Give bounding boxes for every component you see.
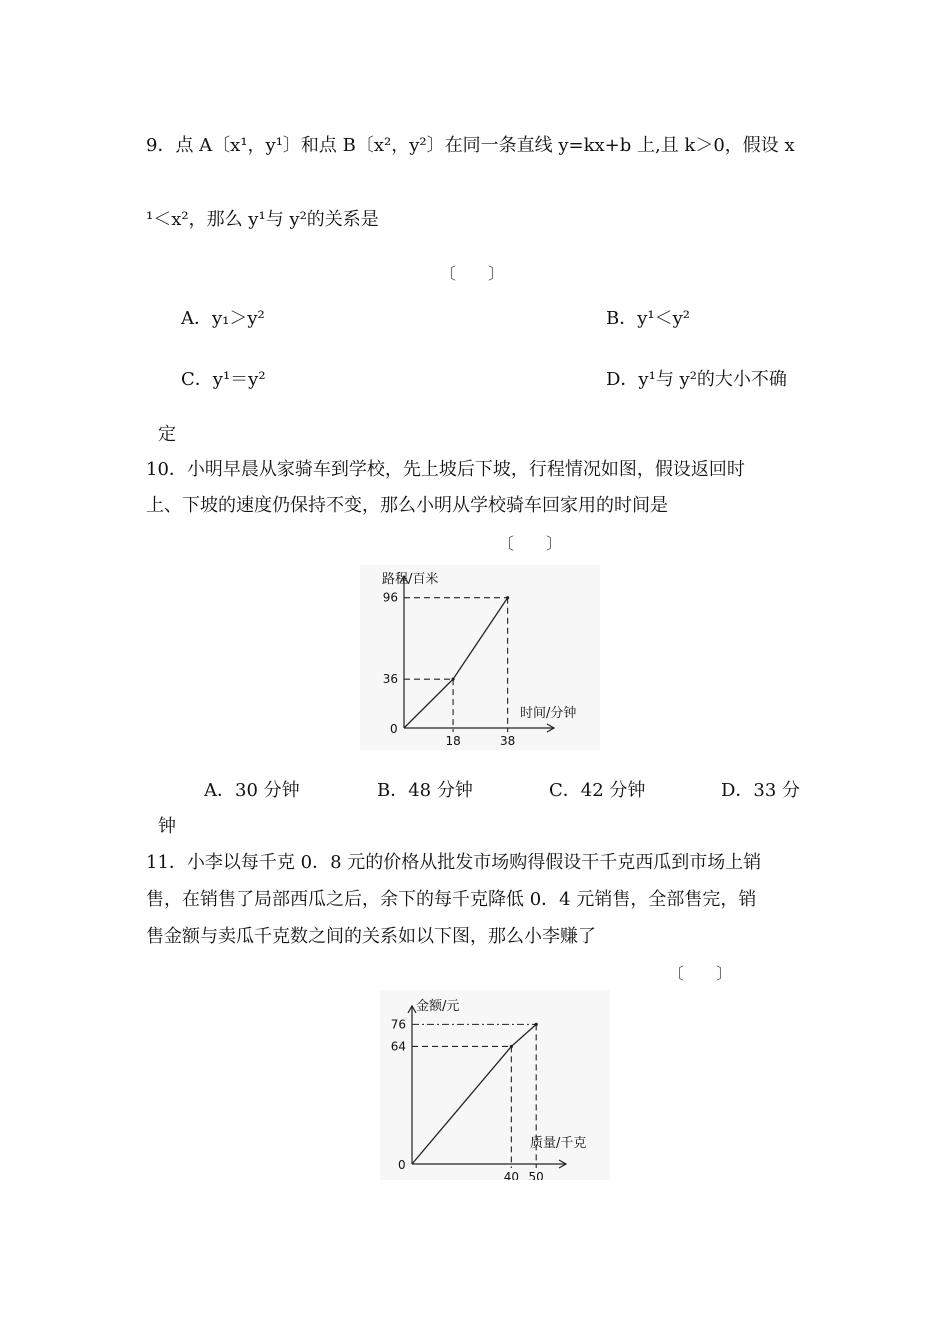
- q11-stem-line3: 售金额与卖瓜千克数之间的关系如以下图，那么小李赚了: [146, 926, 596, 947]
- q10-distance-time-chart: [360, 565, 600, 750]
- q9-option-c: C．y¹＝y²: [181, 369, 266, 390]
- q11-origin-label: 0: [398, 1158, 406, 1172]
- q10-stem-line1: 10．小明早晨从家骑车到学校，先上坡后下坡，行程情况如图，假设返回时: [146, 459, 745, 480]
- q11-x-tick-label-50: 50: [528, 1170, 544, 1180]
- q11-chart-background: [380, 990, 610, 1180]
- q9-option-a: A．y₁＞y²: [181, 308, 265, 329]
- q10-option-b: B．48 分钟: [377, 780, 473, 801]
- q10-x-tick-label-38: 38: [499, 734, 516, 748]
- q11-y-axis-label: 金额/元: [416, 999, 460, 1014]
- q9-stem-line1: 9．点 A〔x¹，y¹〕和点 B〔x²，y²〕在同一条直线 y=kx+b 上,且 k＞0，假设 x: [146, 135, 795, 156]
- q10-x-axis-label: 时间/分钟: [520, 706, 577, 721]
- q10-y-axis-label: 路程/百米: [382, 572, 439, 587]
- q11-stem-line2: 售，在销售了局部西瓜之后，余下的每千克降低 0．4 元销售，全部售完，销: [146, 889, 757, 910]
- q11-x-tick-label-40: 40: [503, 1170, 519, 1180]
- q9-option-b: B．y¹＜y²: [606, 308, 690, 329]
- q11-revenue-weight-chart: [380, 990, 610, 1180]
- q11-x-axis-label: 质量/千克: [530, 1136, 587, 1151]
- q9-option-d: D．y¹与 y²的大小不确: [606, 369, 787, 390]
- q10-data-point-2: [506, 596, 509, 599]
- q11-stem-line1: 11．小李以每千克 0．8 元的价格从批发市场购得假设干千克西瓜到市场上销: [146, 852, 762, 873]
- q10-y-tick-label-36: 36: [382, 672, 398, 687]
- q10-option-a: A．30 分钟: [204, 780, 300, 801]
- q9-stem-line2: ¹＜x²，那么 y¹与 y²的关系是: [146, 209, 379, 230]
- q9-option-d-continuation: 定: [158, 424, 176, 445]
- q11-answer-bracket: 〔 〕: [668, 964, 733, 983]
- q11-y-tick-label-76: 76: [390, 1017, 406, 1032]
- q10-origin-label: 0: [390, 722, 398, 736]
- q11-data-point-2: [535, 1023, 538, 1026]
- q11-data-point-1: [510, 1045, 513, 1048]
- q10-option-d: D．33 分: [721, 780, 801, 801]
- q10-option-c: C．42 分钟: [549, 780, 646, 801]
- q9-answer-bracket: 〔 〕: [440, 264, 505, 283]
- q10-data-point-1: [451, 678, 454, 681]
- q10-x-tick-label-18: 18: [445, 734, 461, 748]
- q10-y-tick-label-96: 96: [382, 590, 398, 605]
- q11-y-tick-label-64: 64: [390, 1039, 406, 1054]
- q10-answer-bracket: 〔 〕: [498, 534, 563, 553]
- q10-option-d-continuation: 钟: [158, 816, 176, 837]
- q10-stem-line2: 上、下坡的速度仍保持不变，那么小明从学校骑车回家用的时间是: [146, 495, 668, 516]
